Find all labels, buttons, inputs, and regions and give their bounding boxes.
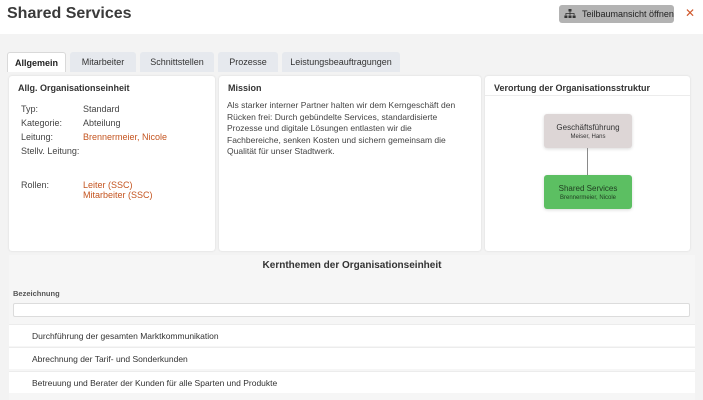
lead-link[interactable]: Brennermeier, Nicole <box>83 132 168 142</box>
dialog-header <box>0 0 703 34</box>
org-node-name: Geschäftsführung <box>556 123 620 132</box>
general-info-panel <box>9 76 215 251</box>
org-node-person: Brennermeier, Nicole <box>559 195 617 201</box>
org-connector-line <box>587 148 588 175</box>
general-info-title: Allg. Organisationseinheit <box>18 83 130 93</box>
org-node-current[interactable] <box>544 175 632 209</box>
category-label: Kategorie: <box>21 118 63 128</box>
tab-leistungsbeauftragungen[interactable]: Leistungsbeauftragungen <box>282 52 400 72</box>
tab-prozesse[interactable]: Prozesse <box>218 52 278 72</box>
role-link-mitarbeiter[interactable]: Mitarbeiter (SSC) <box>83 190 153 200</box>
table-row[interactable]: Betreuung und Berater der Kunden für alle Sparten und Produkte <box>9 371 695 393</box>
page-title: Shared Services <box>7 5 132 22</box>
table-row[interactable]: Abrechnung der Tarif- und Sonderkunden <box>9 347 695 369</box>
dialog-content <box>0 34 703 400</box>
org-structure-title: Verortung der Organisationsstruktur <box>494 83 651 93</box>
tab-allgemein[interactable]: Allgemein <box>7 52 66 72</box>
org-node-person: Meiser, Hans <box>570 134 606 140</box>
type-value: Standard <box>83 104 120 114</box>
lead-label: Leitung: <box>21 132 54 142</box>
type-label: Typ: <box>21 104 39 114</box>
filter-input[interactable] <box>13 303 690 317</box>
roles-label: Rollen: <box>21 180 50 190</box>
tab-mitarbeiter[interactable]: Mitarbeiter <box>70 52 136 72</box>
tab-schnittstellen[interactable]: Schnittstellen <box>140 52 214 72</box>
org-structure-panel <box>485 76 690 251</box>
mission-text: Als starker interner Partner halten wir dem Kerngeschäft den Rücken frei: Durch gebündelte Services, standardisierte Prozesse und digitale Lösungen entlasten wir die Fachbereiche, senken Kosten und sichern gemeinsam die Qualität für unser Stadtwerk. <box>227 100 456 156</box>
subtree-view-label: Teilbaumansicht öffnen <box>582 9 674 19</box>
subtree-view-button[interactable] <box>559 5 674 23</box>
role-link-leiter[interactable]: Leiter (SSC) <box>83 180 133 190</box>
core-topics-title: Kernthemen der Organisationseinheit <box>262 260 442 271</box>
mission-panel <box>219 76 481 251</box>
table-row[interactable]: Durchführung der gesamten Marktkommunikation <box>9 324 695 346</box>
close-icon[interactable]: ✕ <box>684 6 696 20</box>
core-topics-section <box>9 255 695 400</box>
mission-title: Mission <box>228 83 262 93</box>
category-value: Abteilung <box>83 118 121 128</box>
org-node-name: Shared Services <box>558 184 618 193</box>
hierarchy-icon <box>564 9 576 19</box>
org-node-parent[interactable] <box>544 114 632 148</box>
deputy-label: Stellv. Leitung: <box>21 146 80 156</box>
tab-bar <box>7 52 404 72</box>
column-header-bezeichnung[interactable]: Bezeichnung <box>13 289 60 298</box>
